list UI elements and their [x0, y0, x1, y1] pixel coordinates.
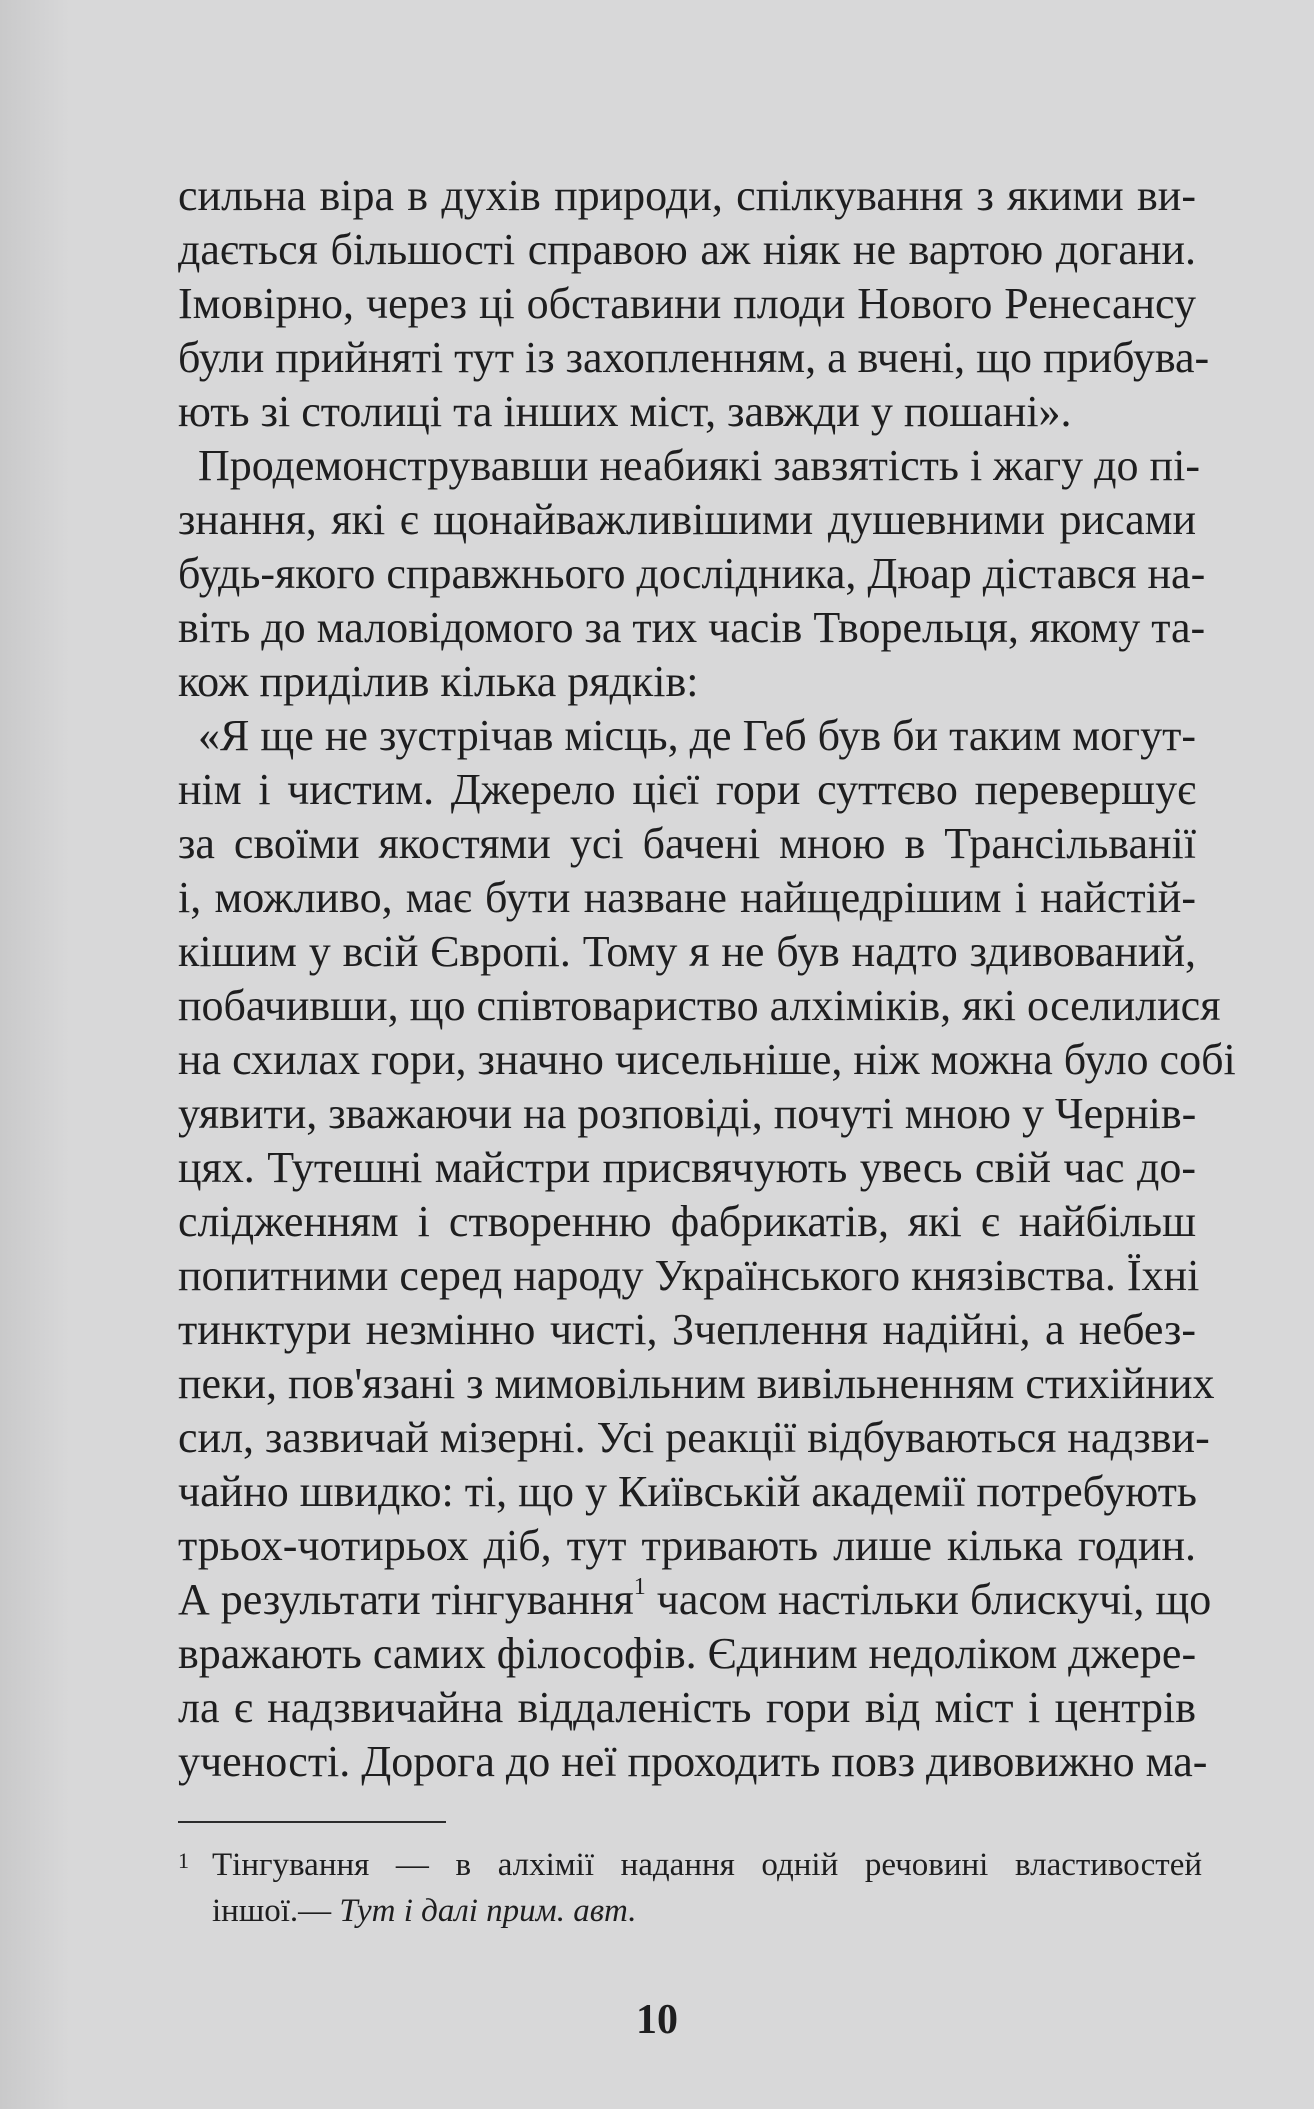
body-line: за своїми якостями усі бачені мною в Трансільванії: [178, 819, 1196, 868]
body-line-segment: часом настільки блискучі, що: [645, 1575, 1212, 1624]
body-line: цях. Тутешні майстри присвячують увесь свій час до-: [178, 1143, 1196, 1192]
body-line: «Я ще не зустрічав місць, де Геб був би таким могут-: [198, 711, 1196, 760]
body-line: кішим у всій Європі. Тому я не був надто здивований,: [178, 927, 1196, 976]
body-line: на схилах гори, значно чисельніше, ніж можна було собі: [178, 1035, 1236, 1084]
body-line: були прийняті тут із захопленням, а вчені, що прибува-: [178, 333, 1210, 382]
page-number: 10: [636, 1997, 678, 2043]
body-line: ють зі столиці та інших міст, завжди у пошані».: [178, 387, 1072, 436]
body-line: кож приділив кілька рядків:: [178, 657, 699, 706]
body-line: віть до маловідомого за тих часів Творельця, якому та-: [178, 603, 1206, 652]
body-line: Продемонструвавши неабиякі завзятість і жагу до пі-: [198, 441, 1200, 490]
body-line-with-footnote-ref: [178, 1571, 1212, 1629]
body-line: сил, зазвичай мізерні. Усі реакції відбуваються надзви-: [178, 1413, 1210, 1462]
body-line: знання, які є щонайважливішими душевними рисами: [178, 495, 1196, 544]
footnote-note-italic: Тут і далі прим. авт.: [339, 1893, 637, 1929]
body-line: і, можливо, має бути назване найщедрішим і найстій-: [178, 873, 1196, 922]
footnote-text: іншої.—: [212, 1893, 340, 1929]
body-line: тинктури незмінно чисті, Зчеплення надійні, а небез-: [178, 1305, 1196, 1354]
footnote-line: Тінгування — в алхімії надання одній речовині властивостей: [212, 1847, 1202, 1883]
body-line: Імовірно, через ці обставини плоди Нового Ренесансу: [178, 279, 1196, 328]
body-line: сильна віра в духів природи, спілкування з якими ви-: [178, 171, 1196, 220]
footnote-reference[interactable]: 1: [633, 1574, 646, 1600]
body-line: чайно швидко: ті, що у Київській академії потребують: [178, 1467, 1197, 1516]
body-line: вражають самих філософів. Єдиним недоліком джере-: [178, 1629, 1197, 1678]
body-line: пеки, пов'язані з мимовільним вивільненням стихійних: [178, 1359, 1215, 1408]
body-line: ученості. Дорога до неї проходить повз дивовижно ма-: [178, 1737, 1208, 1786]
body-line: нім і чистим. Джерело цієї гори суттєво перевершує: [178, 765, 1196, 814]
body-line: трьох-чотирьох діб, тут тривають лише кілька годин.: [178, 1521, 1196, 1570]
body-line: попитними серед народу Українського князівства. Їхні: [178, 1251, 1200, 1300]
body-line: уявити, зважаючи на розповіді, почуті мною у Чернів-: [178, 1089, 1197, 1138]
body-line: будь-якого справжнього дослідника, Дюар дістався на-: [178, 549, 1206, 598]
body-line: дається більшості справою аж ніяк не вартою догани.: [178, 225, 1196, 274]
body-line-segment: А результати тінгування: [178, 1575, 634, 1624]
body-line: слідженням і створенню фабрикатів, які є найбільш: [178, 1197, 1196, 1246]
body-line: ла є надзвичайна віддаленість гори від міст і центрів: [178, 1683, 1196, 1732]
footnote-separator: [178, 1821, 446, 1823]
footnote-line: [212, 1889, 637, 1933]
footnote-mark: 1: [178, 1848, 189, 1873]
body-line: побачивши, що співтовариство алхіміків, які оселилися: [178, 981, 1221, 1030]
